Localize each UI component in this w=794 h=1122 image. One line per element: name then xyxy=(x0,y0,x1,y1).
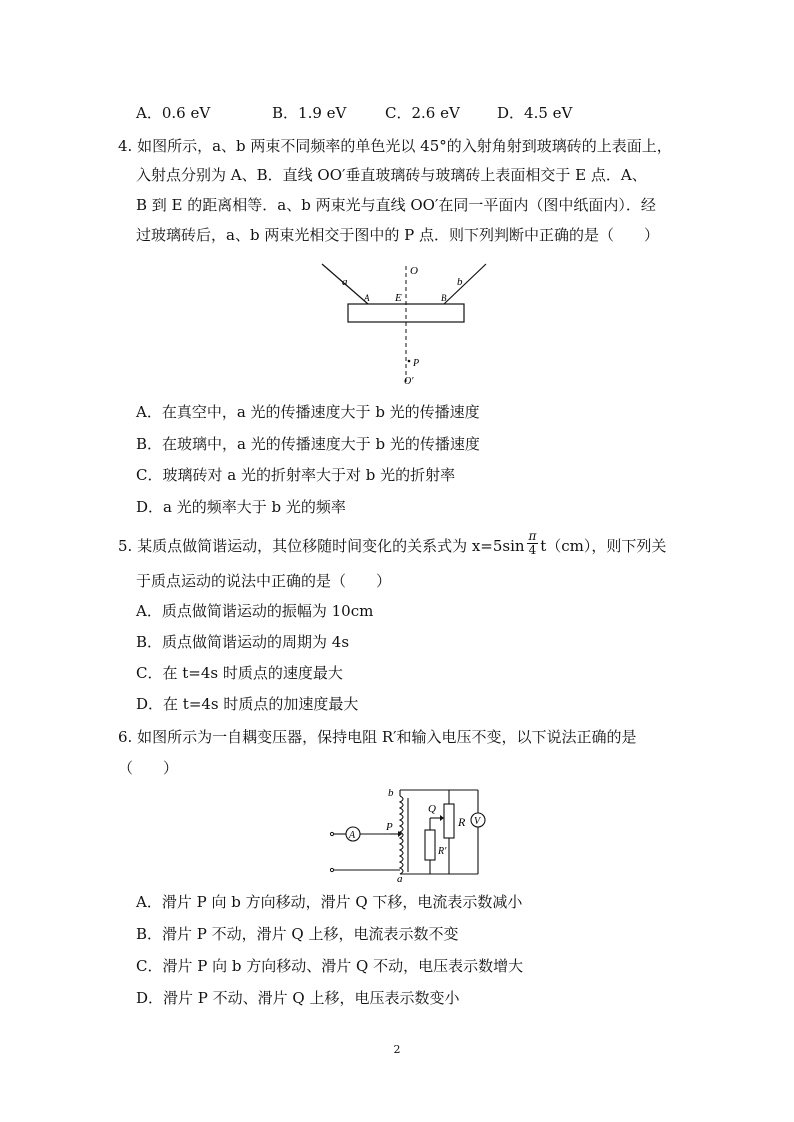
q6-circuit-figure xyxy=(328,782,494,882)
q6-resistor-r-prime xyxy=(425,830,435,860)
q6-label-a: a xyxy=(397,873,403,882)
q4-option-b: B．在玻璃中，a 光的传播速度大于 b 光的传播速度 xyxy=(136,435,480,453)
q4-label-O-prime: O′ xyxy=(404,376,414,387)
q6-stem-line-1: 6. 如图所示为一自耦变压器，保持电阻 R′和输入电压不变，以下说法正确的是 xyxy=(118,728,637,746)
q4-label-P: P xyxy=(413,358,420,369)
q6-terminal-top xyxy=(330,832,333,835)
q5-option-a: A．质点做简谐运动的振幅为 10cm xyxy=(136,602,374,620)
q6-label-R-prime: R′ xyxy=(438,846,447,857)
q4-label-A: A xyxy=(364,293,370,303)
q5-stem-pre: 5. 某质点做简谐运动，其位移随时间变化的关系式为 x=5sin xyxy=(118,537,525,555)
q3-option-a: A．0.6 eV xyxy=(136,104,211,122)
q6-label-b: b xyxy=(388,787,394,799)
q5-option-d: D．在 t=4s 时质点的加速度最大 xyxy=(136,695,359,713)
q5-option-c: C．在 t=4s 时质点的速度最大 xyxy=(136,664,343,682)
q5-stem-post: t（cm），则下列关 xyxy=(540,537,667,555)
q4-stem-line-1: 4. 如图所示，a、b 两束不同频率的单色光以 45°的入射角射到玻璃砖的上表面上， xyxy=(118,137,672,155)
q4-glass-slab xyxy=(348,304,464,322)
q4-point-p xyxy=(408,360,411,363)
q6-label-R: R xyxy=(458,815,466,829)
q6-option-a: A．滑片 P 向 b 方向移动，滑片 Q 下移，电流表示数减小 xyxy=(136,893,523,911)
q4-glass-figure xyxy=(318,258,494,390)
q6-resistor-r xyxy=(444,804,454,838)
q6-option-c: C．滑片 P 向 b 方向移动、滑片 Q 不动，电压表示数增大 xyxy=(136,957,524,975)
q6-label-P: P xyxy=(386,821,393,833)
q4-stem-line-4: 过玻璃砖后，a、b 两束光相交于图中的 P 点．则下列判断中正确的是（ ） xyxy=(136,226,659,244)
q4-label-O: O xyxy=(410,265,418,277)
q4-beam-b xyxy=(444,264,486,304)
q5-fraction-denominator: 4 xyxy=(528,542,537,557)
q4-stem-line-2: 入射点分别为 A、B．直线 OO′垂直玻璃砖与玻璃砖上表面相交于 E 点．A、 xyxy=(136,166,647,184)
q6-terminal-bottom xyxy=(330,868,333,871)
q6-label-A: A xyxy=(349,830,356,841)
q5-fraction-numerator: π xyxy=(528,528,537,543)
q4-option-a: A．在真空中，a 光的传播速度大于 b 光的传播速度 xyxy=(136,403,480,421)
q6-option-d: D．滑片 P 不动、滑片 Q 上移，电压表示数变小 xyxy=(136,989,460,1007)
q4-option-d: D．a 光的频率大于 b 光的频率 xyxy=(136,498,346,516)
q3-option-c: C．2.6 eV xyxy=(385,104,460,122)
q4-label-b: b xyxy=(457,276,463,288)
q6-stem-line-2: （ ） xyxy=(118,759,179,777)
q5-stem-line-1 xyxy=(118,528,667,561)
q6-option-b: B．滑片 P 不动，滑片 Q 上移，电流表示数不变 xyxy=(136,925,459,943)
q3-options-row xyxy=(0,102,794,122)
q4-stem-line-3: B 到 E 的距离相等．a、b 两束光与直线 OO′在同一平面内（图中纸面内）．经 xyxy=(136,196,656,214)
q4-label-B: B xyxy=(441,293,447,303)
q6-label-V: V xyxy=(474,816,481,827)
q4-label-a: a xyxy=(342,276,348,288)
q4-label-E: E xyxy=(395,292,402,304)
q3-option-b: B．1.9 eV xyxy=(272,104,347,122)
q5-fraction xyxy=(527,530,539,557)
q5-stem-line-2: 于质点运动的说法中正确的是（ ） xyxy=(136,572,392,590)
q6-label-Q: Q xyxy=(428,803,436,815)
page-number: 2 xyxy=(393,1043,401,1056)
q5-option-b: B．质点做简谐运动的周期为 4s xyxy=(136,633,350,651)
q3-option-d: D．4.5 eV xyxy=(497,104,573,122)
q6-arrow-q xyxy=(440,815,444,821)
q4-option-c: C．玻璃砖对 a 光的折射率大于对 b 光的折射率 xyxy=(136,466,456,484)
